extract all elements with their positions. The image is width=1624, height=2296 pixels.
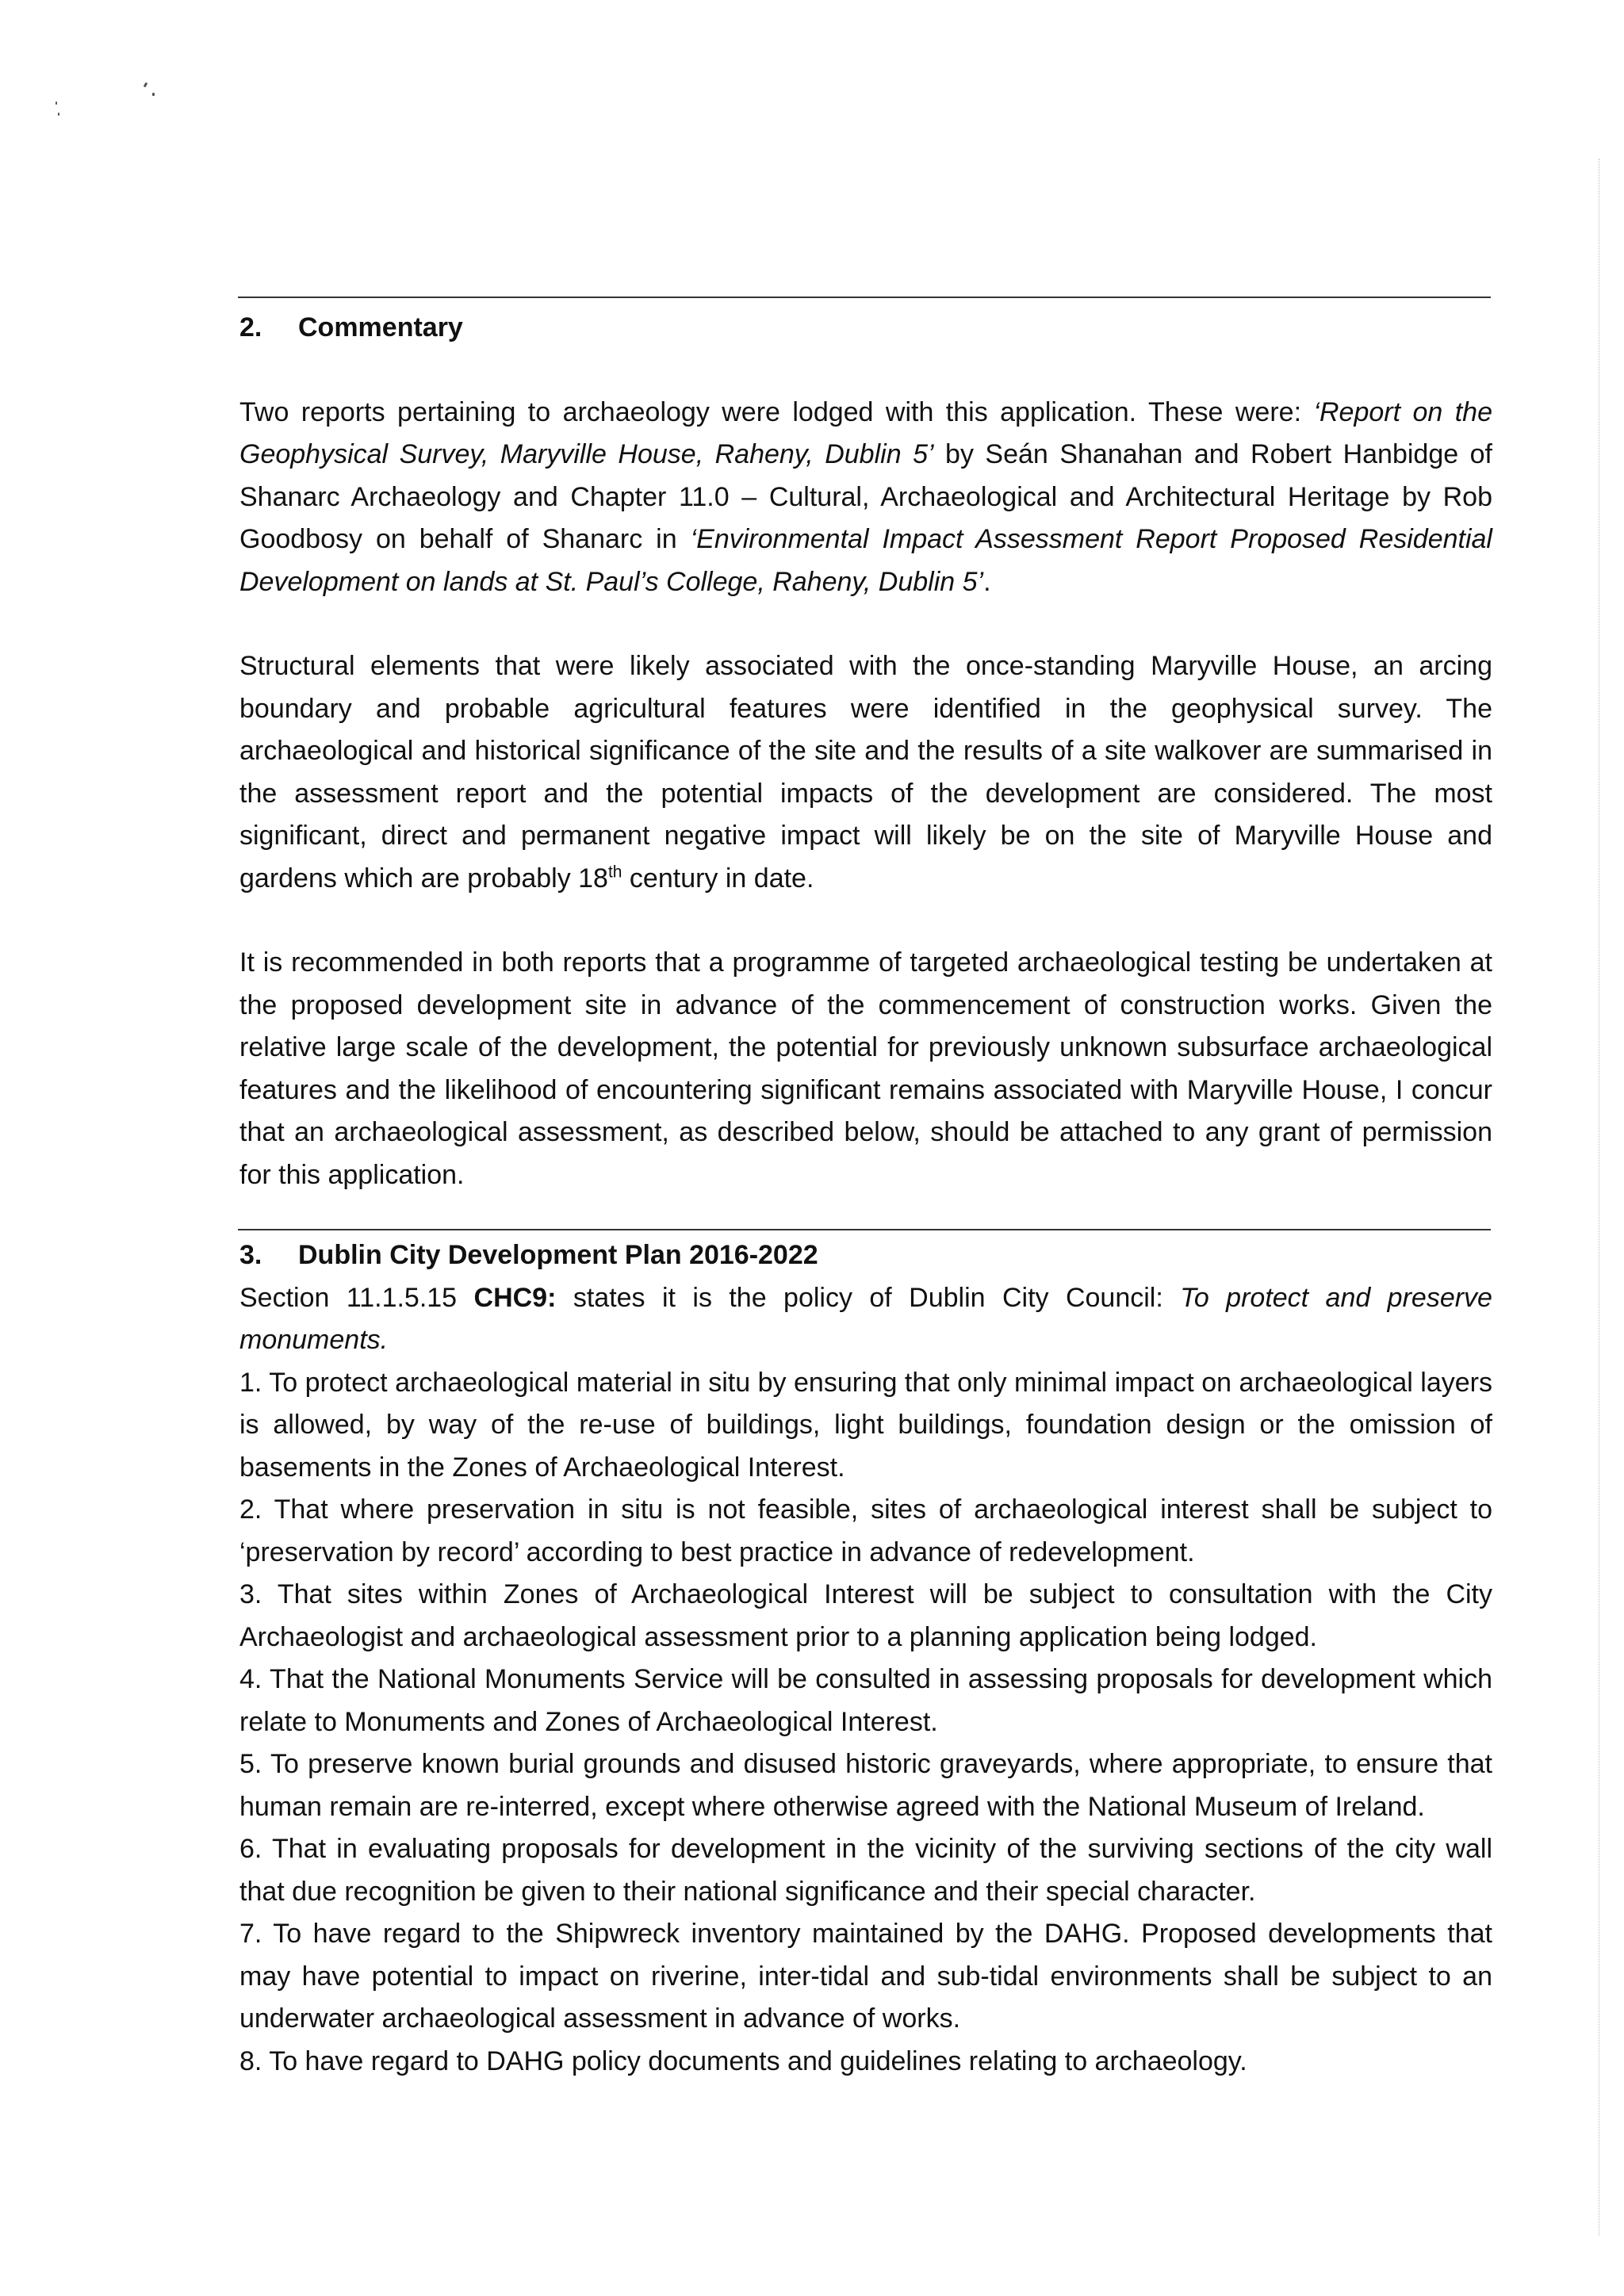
section-title: Dublin City Development Plan 2016-2022 bbox=[298, 1240, 818, 1270]
list-item: 4. That the National Monuments Service will be consulted in assessing proposals for development which relate to Monuments and Zones of Archaeological Interest. bbox=[239, 1664, 1492, 1737]
section-commentary bbox=[239, 307, 1492, 1196]
section-development-plan bbox=[239, 1234, 1492, 2083]
section-number: 3. bbox=[239, 1240, 262, 1270]
policy-statement: To protect and preserve monuments. bbox=[239, 1282, 1492, 1355]
section-heading bbox=[239, 1234, 1492, 1277]
text-run: century in date. bbox=[622, 863, 814, 894]
paragraph bbox=[239, 645, 1492, 900]
list-item: 2. That where preservation in situ is not feasible, sites of archaeological interest shall be subject to ‘preservation by record’ according to best practice in advance of redevelopment. bbox=[239, 1494, 1492, 1567]
paragraph: It is recommended in both reports that a programme of targeted archaeological testing be undertaken at the proposed development site in advance of the commencement of construction works. Given the relative large scale of the development, the potential for previously unknown subsurface archaeological features and the likelihood of encountering significant remains associated with Maryville House, I concur that an archaeological assessment, as described below, should be attached to any grant of permission for this application. bbox=[239, 947, 1492, 1190]
superscript: th bbox=[607, 863, 622, 882]
text-run: Two reports pertaining to archaeology were lodged with this application. These were: bbox=[239, 396, 1314, 427]
section-divider bbox=[238, 1229, 1491, 1230]
scan-speck bbox=[56, 101, 57, 105]
list-item: 6. That in evaluating proposals for development in the vicinity of the surviving sections of the city wall that due recognition be given to their national significance and their special character. bbox=[239, 1834, 1492, 1907]
report-title: ‘Environmental Impact Assessment Report Proposed Residential Development on lands at St. Paul’s College, Raheny, Dublin 5’ bbox=[239, 524, 1492, 597]
list-item: 3. That sites within Zones of Archaeological Interest will be subject to consultation with the City Archaeologist and archaeological assessment prior to a planning application being lodged. bbox=[239, 1579, 1492, 1652]
text-run: Section 11.1.5.15 bbox=[239, 1282, 474, 1313]
text-run: . bbox=[983, 566, 991, 597]
report-title: ‘Report on the Geophysical Survey, Maryville House, Raheny, Dublin 5’ bbox=[239, 396, 1492, 469]
policy-intro bbox=[239, 1277, 1492, 1362]
section-title: Commentary bbox=[298, 312, 463, 342]
section-divider bbox=[238, 297, 1491, 298]
text-run: Structural elements that were likely associated with the once-standing Maryville House, an arcing boundary and probable agricultural features were identified in the geophysical survey. The archaeological and historical significance of the site and the results of a site walkover are summarised in the assessment report and the potential impacts of the development are considered. The most significant, direct and permanent negative impact will likely be on the site of Maryville House and gardens which are probably 18 bbox=[239, 651, 1492, 894]
section-heading bbox=[239, 307, 1492, 350]
section-number: 2. bbox=[239, 312, 262, 342]
scan-speck bbox=[58, 113, 59, 116]
list-item: 7. To have regard to the Shipwreck inventory maintained by the DAHG. Proposed developments that may have potential to impact on riverine, inter-tidal and sub-tidal environments shall be subject to an underwater archaeological assessment in advance of works. bbox=[239, 1919, 1492, 2034]
list-item: 8. To have regard to DAHG policy documents and guidelines relating to archaeology. bbox=[239, 2045, 1247, 2076]
text-run: states it is the policy of Dublin City Council: bbox=[556, 1282, 1181, 1313]
list-item: 5. To preserve known burial grounds and disused historic graveyards, where appropriate, to ensure that human remain are re-interred, except where otherwise agreed with the National Museum of Ireland. bbox=[239, 1749, 1492, 1822]
scan-speck bbox=[152, 93, 155, 96]
policy-code: CHC9: bbox=[473, 1282, 557, 1313]
list-item: 1. To protect archaeological material in situ by ensuring that only minimal impact on archaeological layers is allowed, by way of the re-use of buildings, light buildings, foundation design or the omission of basements in the Zones of Archaeological Interest. bbox=[239, 1367, 1492, 1483]
text-run: by Seán Shanahan and Robert Hanbidge of Shanarc Archaeology and Chapter 11.0 – Cultural, Archaeological and Architectural Heritage by Rob Goodbosy on behalf of Shanarc in bbox=[239, 439, 1492, 554]
paragraph bbox=[239, 392, 1492, 604]
scan-speck bbox=[144, 82, 148, 88]
